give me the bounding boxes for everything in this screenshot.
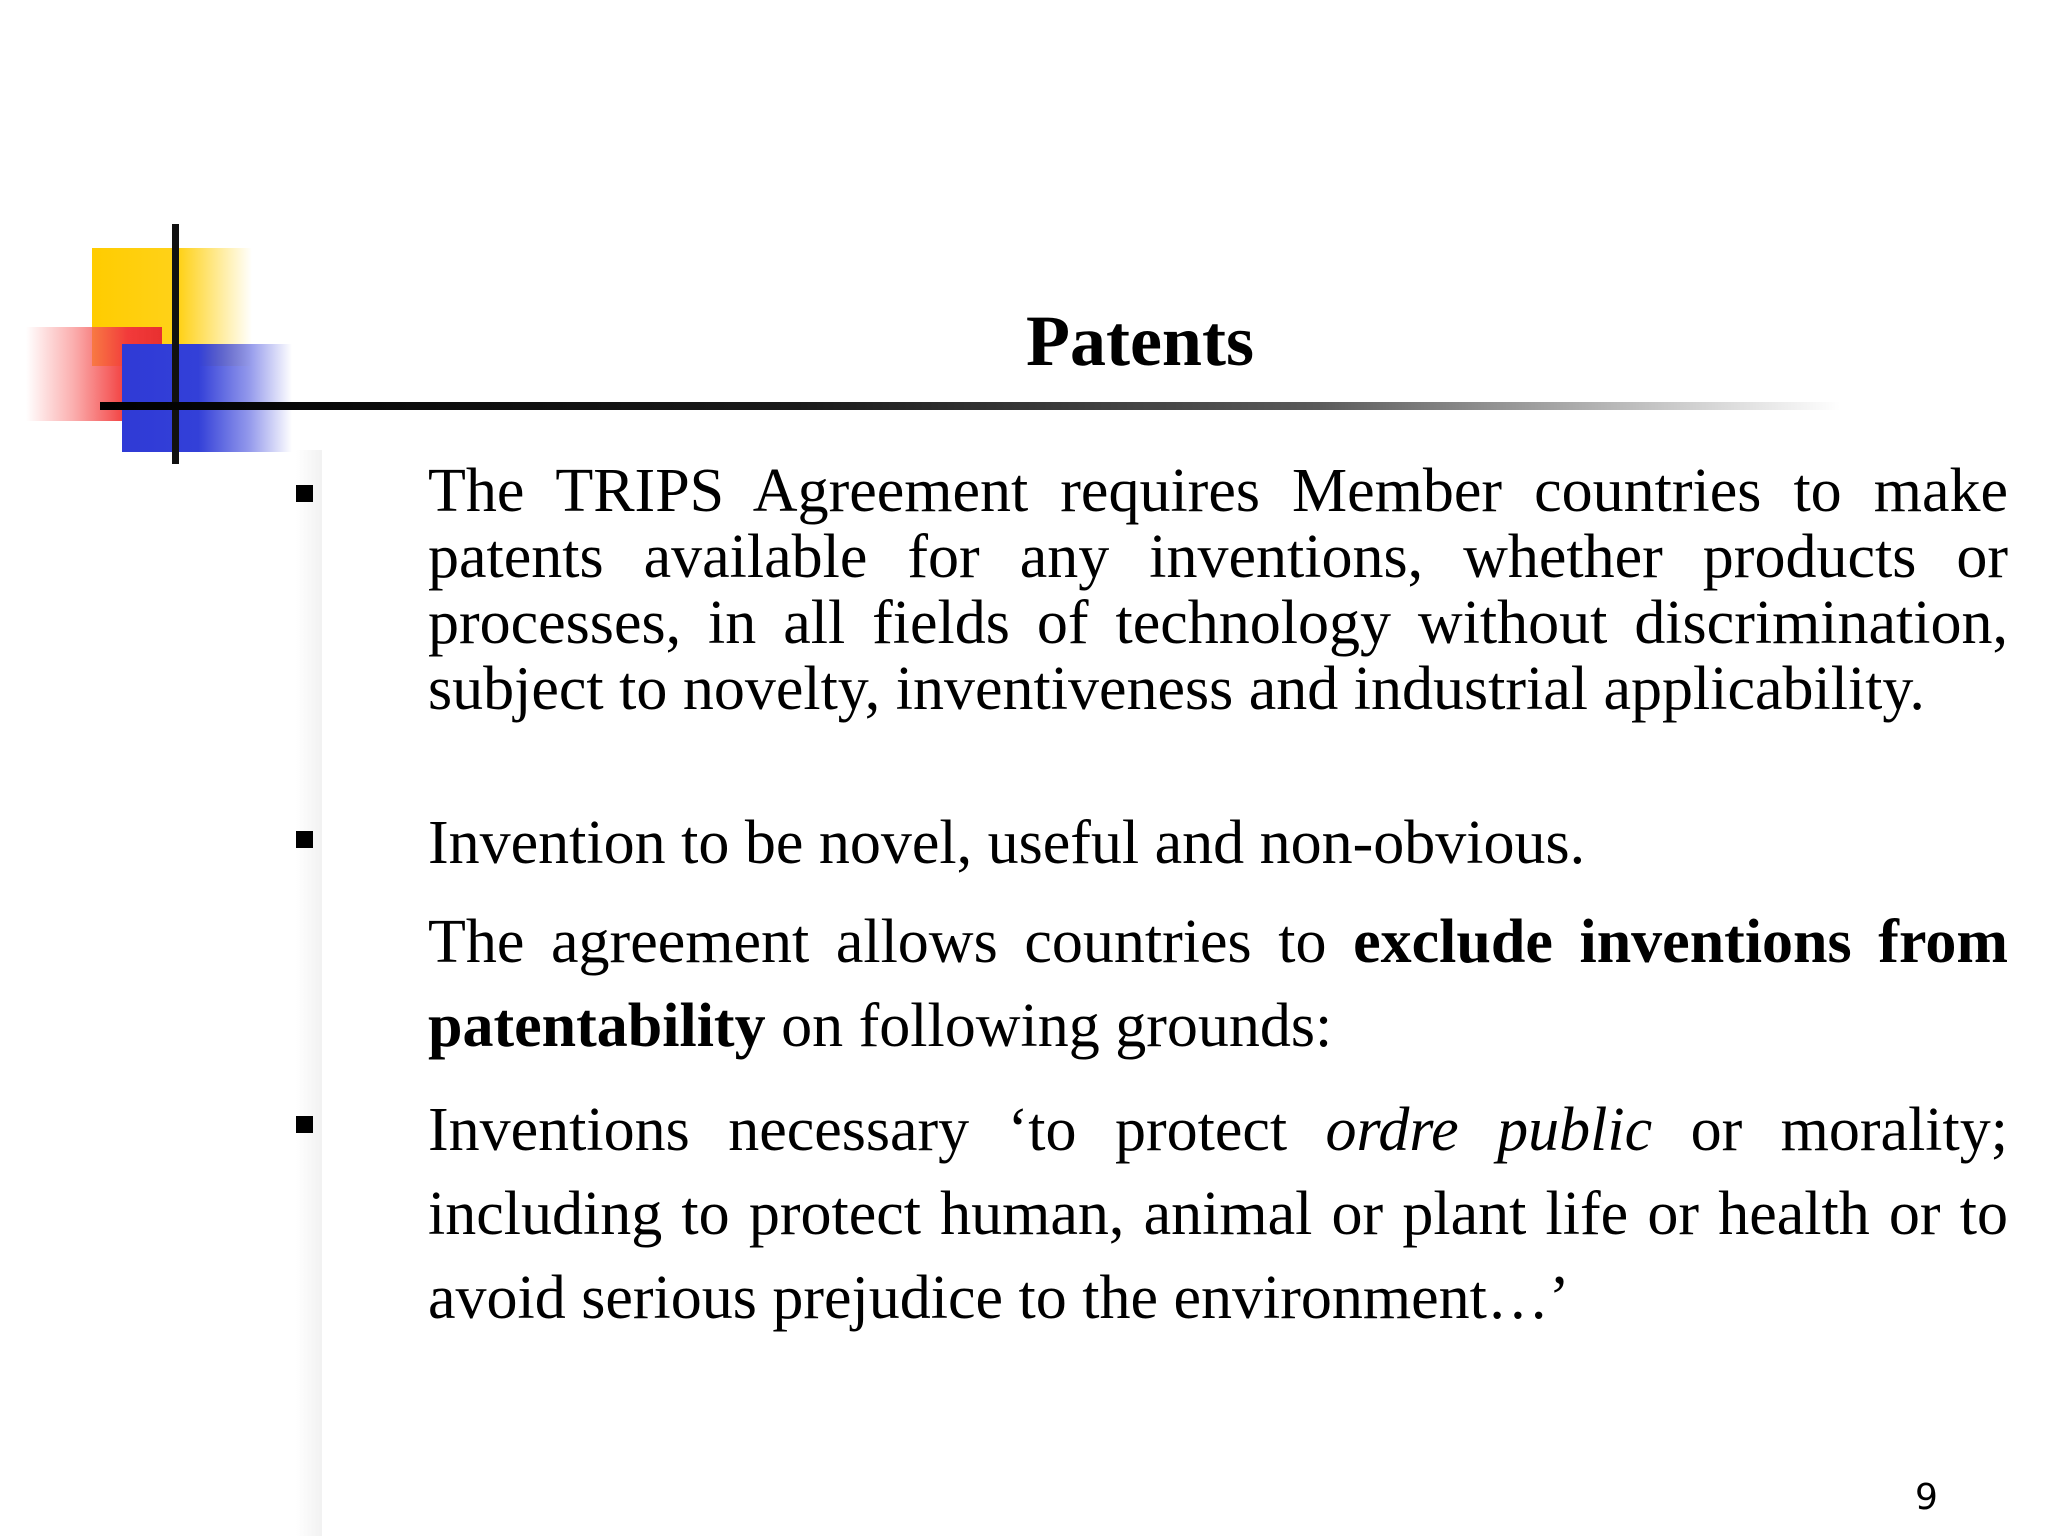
exclusion-text-before: The agreement allows countries to — [428, 908, 1354, 976]
bullet-invention-criteria: Invention to be novel, useful and non-obvious. — [428, 809, 1586, 877]
ordre-text-after: or morality; including to protect human, animal or plant life or health or to avoid serious prejudice to the environment…’ — [428, 1096, 2008, 1332]
content-left-shade — [296, 450, 322, 1536]
logo-blue-block — [122, 344, 292, 452]
exclusion-text-after: on following grounds: — [765, 992, 1333, 1060]
title-underline-rule — [100, 402, 1840, 410]
logo-vertical-line — [172, 224, 179, 464]
square-bullet-icon — [296, 485, 313, 502]
bullet-ordre-public — [428, 1088, 2008, 1340]
slide-title: Patents — [1026, 301, 1254, 381]
ordre-text-before: Inventions necessary ‘to protect — [428, 1096, 1326, 1164]
exclusion-text-bold: exclude inventions from patentability — [428, 908, 2008, 1060]
page-number: 9 — [1915, 1477, 1938, 1518]
paragraph-exclusion-grounds — [428, 900, 2008, 1068]
square-bullet-icon — [296, 1116, 313, 1133]
square-bullet-icon — [296, 831, 313, 848]
bullet-trips-requirement: The TRIPS Agreement requires Member countries to make patents available for any inventions, whether products or processes, in all fields of technology without discrimination, subject to novelty, inventiveness and industrial applicability. — [428, 457, 2008, 723]
ordre-text-italic: ordre public — [1325, 1096, 1653, 1164]
